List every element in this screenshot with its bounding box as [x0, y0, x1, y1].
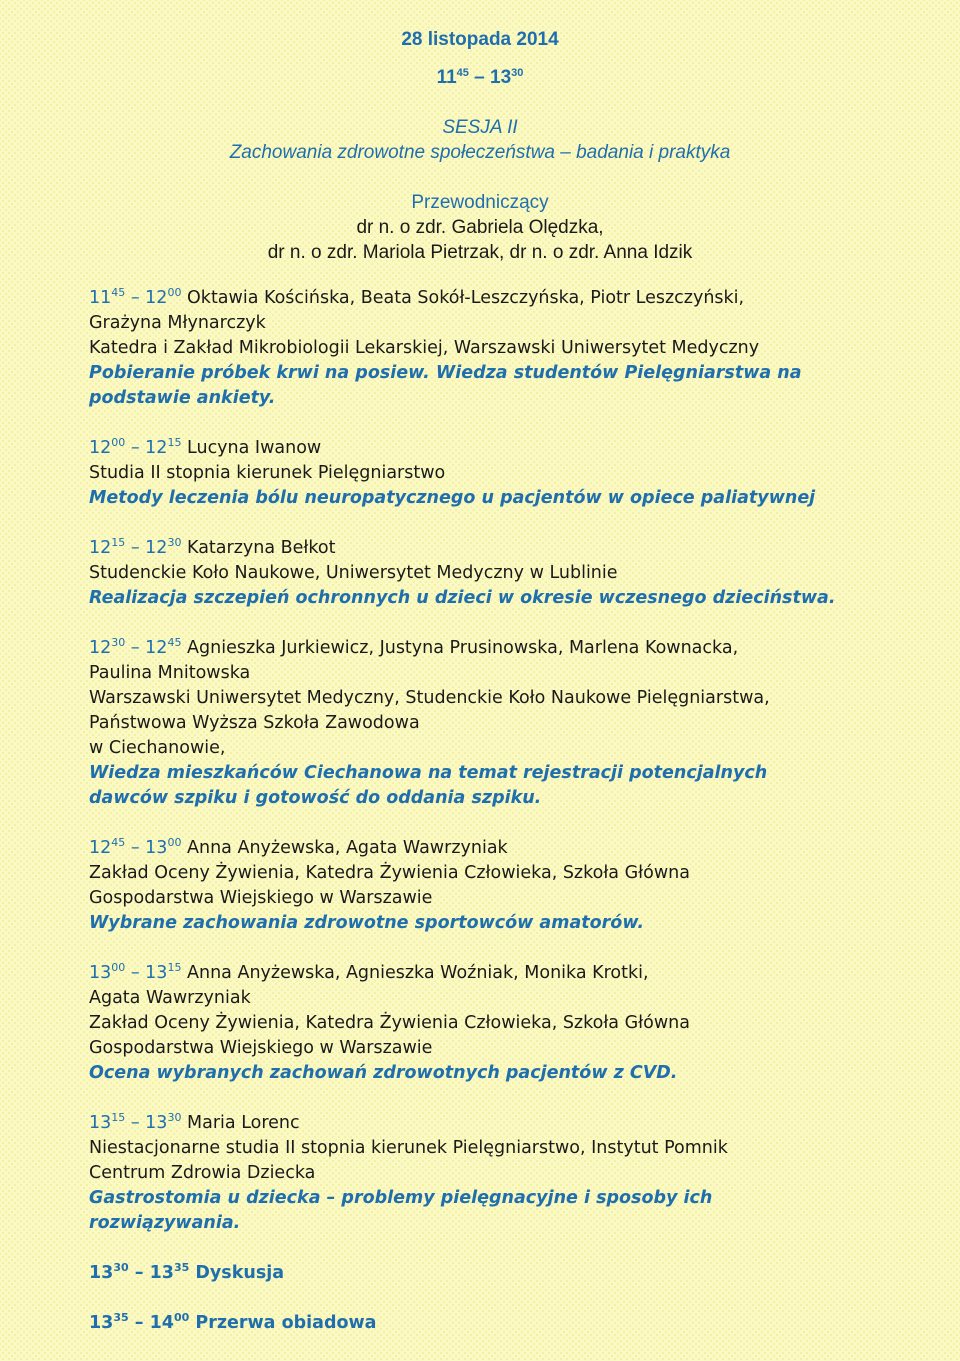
talk-affiliation: Zakład Oceny Żywienia, Katedra Żywienia Człowieka, Szkoła Główna [89, 863, 690, 883]
talk-affiliation: Studenckie Koło Naukowe, Uniwersytet Medyczny w Lublinie [89, 563, 618, 583]
talk-time: $12^{30} - 12^{45}$ [89, 636, 182, 658]
talk-affiliation: Studia II stopnia kierunek Pielęgniarstwo [89, 463, 446, 483]
chair-label: Przewodniczący [411, 192, 549, 213]
session-title: Zachowania zdrowotne społeczeństwa – badania i praktyka [229, 142, 731, 163]
break-discussion [89, 1261, 879, 1286]
talk-title: Metody leczenia bólu neuropatycznego u pacjentów w opiece paliatywnej [89, 488, 816, 508]
talk-header [89, 961, 879, 986]
talk-header [89, 436, 879, 461]
talk-time: $13^{15} - 13^{30}$ [89, 1111, 182, 1133]
talk-header [89, 536, 879, 561]
talk-affiliation-cont: Gospodarstwa Wiejskiego w Warszawie [89, 1038, 433, 1058]
talk-title-cont: dawców szpiku i gotowość do oddania szpiku. [89, 788, 542, 808]
talk-speakers: Anna Anyżewska, Agata Wawrzyniak [187, 838, 508, 858]
talk-time: $12^{45} - 13^{00}$ [89, 836, 182, 858]
session-number: SESJA II [442, 117, 518, 138]
program-date: 28 listopada 2014 [401, 29, 559, 50]
session-time: $11^{45} - 13^{30}$ [436, 67, 524, 88]
talk-entry-4 [89, 636, 879, 811]
break-time: $13^{30} - 13^{35}$ [89, 1261, 190, 1283]
talk-entry-3 [89, 536, 879, 611]
program-entries [89, 286, 879, 1361]
talk-affiliation-cont: Państwowa Wyższa Szkoła Zawodowa [89, 713, 420, 733]
talk-speakers: Lucyna Iwanow [187, 438, 322, 458]
break-label: Przerwa obiadowa [195, 1313, 377, 1333]
talk-time: $12^{15} - 12^{30}$ [89, 536, 182, 558]
talk-entry-1 [89, 286, 879, 411]
talk-speakers: Katarzyna Bełkot [187, 538, 336, 558]
talk-title: Wybrane zachowania zdrowotne sportowców amatorów. [89, 913, 645, 933]
talk-speakers-cont: Agata Wawrzyniak [89, 988, 251, 1008]
talk-time: $13^{00} - 13^{15}$ [89, 961, 182, 983]
talk-title: Ocena wybranych zachowań zdrowotnych pacjentów z CVD. [89, 1063, 678, 1083]
talk-entry-6 [89, 961, 879, 1086]
talk-title-cont: podstawie ankiety. [89, 388, 276, 408]
talk-affiliation-cont: Gospodarstwa Wiejskiego w Warszawie [89, 888, 433, 908]
talk-header [89, 286, 879, 311]
talk-entry-5 [89, 836, 879, 936]
talk-title: Gastrostomia u dziecka – problemy pielęgnacyjne i sposoby ich [89, 1188, 713, 1208]
talk-header [89, 1111, 879, 1136]
talk-time: $12^{00} - 12^{15}$ [89, 436, 182, 458]
talk-affiliation: Katedra i Zakład Mikrobiologii Lekarskiej, Warszawski Uniwersytet Medyczny [89, 338, 760, 358]
talk-title: Wiedza mieszkańców Ciechanowa na temat rejestracji potencjalnych [89, 763, 768, 783]
talk-header [89, 836, 879, 861]
talk-entry-2 [89, 436, 879, 511]
talk-header [89, 636, 879, 661]
talk-time: $11^{45} - 12^{00}$ [89, 286, 182, 308]
talk-title: Pobieranie próbek krwi na posiew. Wiedza studentów Pielęgniarstwa na [89, 363, 802, 383]
chair-line-2: dr n. o zdr. Mariola Pietrzak, dr n. o zdr. Anna Idzik [267, 242, 693, 263]
talk-speakers-cont: Grażyna Młynarczyk [89, 313, 266, 333]
talk-speakers: Oktawia Kościńska, Beata Sokół-Leszczyńska, Piotr Leszczyński, [187, 288, 745, 308]
break-time: $13^{35} - 14^{00}$ [89, 1311, 190, 1333]
break-label: Dyskusja [195, 1263, 285, 1283]
talk-affiliation-cont: Centrum Zdrowia Dziecka [89, 1163, 316, 1183]
talk-speakers-cont: Paulina Mnitowska [89, 663, 251, 683]
talk-title: Realizacja szczepień ochronnych u dzieci w okresie wczesnego dzieciństwa. [89, 588, 836, 608]
talk-title-cont: rozwiązywania. [89, 1213, 241, 1233]
break-lunch [89, 1311, 879, 1336]
chair-line-1: dr n. o zdr. Gabriela Olędzka, [356, 217, 604, 238]
talk-speakers: Maria Lorenc [187, 1113, 300, 1133]
talk-speakers: Anna Anyżewska, Agnieszka Woźniak, Monika Krotki, [187, 963, 649, 983]
talk-affiliation: Warszawski Uniwersytet Medyczny, Studenckie Koło Naukowe Pielęgniarstwa, [89, 688, 770, 708]
talk-affiliation: Niestacjonarne studia II stopnia kierunek Pielęgniarstwo, Instytut Pomnik [89, 1138, 728, 1158]
talk-entry-7 [89, 1111, 879, 1236]
talk-affiliation-cont: w Ciechanowie, [89, 738, 226, 758]
talk-affiliation: Zakład Oceny Żywienia, Katedra Żywienia Człowieka, Szkoła Główna [89, 1013, 690, 1033]
talk-speakers: Agnieszka Jurkiewicz, Justyna Prusinowska, Marlena Kownacka, [187, 638, 739, 658]
